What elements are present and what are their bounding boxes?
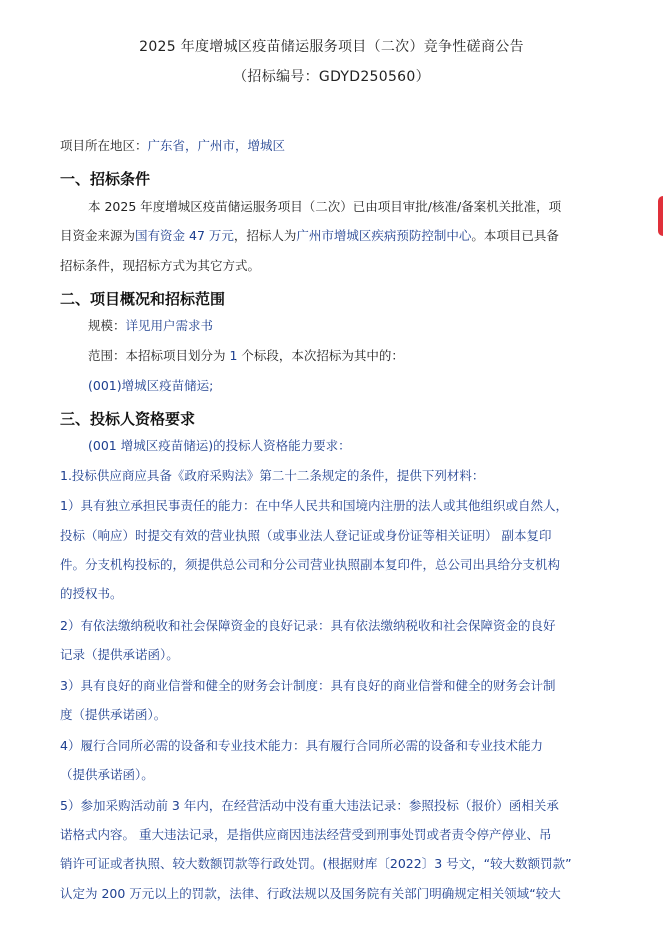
qualification-line: 销许可证或者执照、较大数额罚款等行政处罚。(根据财库〔2022〕3 号文，“较大数额罚款” xyxy=(60,856,572,871)
section-2-heading: 二、项目概况和招标范围 xyxy=(60,290,226,308)
lot-count: 1 xyxy=(229,348,238,363)
qualification-line: 1.投标供应商应具备《政府采购法》第二十二条规定的条件，提供下列材料： xyxy=(60,468,485,483)
section-3-heading: 三、投标人资格要求 xyxy=(60,410,196,428)
section-1-text: 本 2025 年度增城区疫苗储运服务项目（二次）已由项目审批/核准/备案机关批准，项 xyxy=(88,199,562,214)
range-line xyxy=(88,348,648,364)
qualification-line: （提供承诺函）。 xyxy=(60,767,154,782)
text-run: 。本项目已具备 xyxy=(471,228,559,243)
edge-marker-icon xyxy=(658,196,663,236)
scale-line xyxy=(88,318,648,334)
section-1-heading: 一、招标条件 xyxy=(60,170,151,188)
qualification-line: 3）具有良好的商业信誉和健全的财务会计制度：具有良好的商业信誉和健全的财务会计制 xyxy=(60,678,556,693)
qualification-line: 诺格式内容。 重大违法记录，是指供应商因违法经营受到刑事处罚或者责令停产停业、吊 xyxy=(60,827,552,842)
location-value: 广东省，广州市，增城区 xyxy=(147,138,286,153)
fund-amount: 国有资金 47 万元 xyxy=(135,228,234,243)
qualification-line: 的授权书。 xyxy=(60,586,123,601)
project-location xyxy=(60,138,620,154)
text-run: 目资金来源为 xyxy=(60,228,136,243)
qualification-line: 认定为 200 万元以上的罚款，法律、行政法规以及国务院有关部门明确规定相关领域“较大 xyxy=(60,886,561,901)
text-run: 个标段，本次招标为其中的： xyxy=(237,348,404,363)
qualification-line: 1）具有独立承担民事责任的能力：在中华人民共和国境内注册的法人或其他组织或自然人， xyxy=(60,498,568,513)
location-label: 项目所在地区： xyxy=(60,138,148,153)
scale-label: 规模： xyxy=(88,318,126,333)
qualification-line: 投标（响应）时提交有效的营业执照（或事业法人登记证或身份证等相关证明） 副本复印 xyxy=(60,528,552,543)
qualification-line: 件。分支机构投标的，须提供总公司和分公司营业执照副本复印件，总公司出具给分支机构 xyxy=(60,557,561,572)
lot-item: (001)增城区疫苗储运; xyxy=(88,378,214,393)
qualification-line: 记录（提供承诺函）。 xyxy=(60,647,179,662)
tenderer-name: 广州市增城区疾病预防控制中心 xyxy=(296,228,472,243)
section-1-text xyxy=(60,228,620,244)
qualification-line: 4）履行合同所必需的设备和专业技术能力：具有履行合同所必需的设备和专业技术能力 xyxy=(60,738,543,753)
scale-value: 详见用户需求书 xyxy=(125,318,214,333)
text-run: ，招标人为 xyxy=(233,228,297,243)
document-title: 2025 年度增城区疫苗储运服务项目（二次）竞争性磋商公告 xyxy=(139,39,524,55)
text-run: 范围：本招标项目划分为 xyxy=(88,348,230,363)
qualification-intro: (001 增城区疫苗储运)的投标人资格能力要求： xyxy=(88,438,351,453)
qualification-line: 5）参加采购活动前 3 年内，在经营活动中没有重大违法记录：参照投标（报价）函相关承 xyxy=(60,798,559,813)
section-1-text: 招标条件，现招标方式为其它方式。 xyxy=(60,258,261,273)
tender-number: （招标编号：GDYD250560） xyxy=(233,69,430,85)
qualification-line: 度（提供承诺函）。 xyxy=(60,707,167,722)
qualification-line: 2）有依法缴纳税收和社会保障资金的良好记录：具有依法缴纳税收和社会保障资金的良好 xyxy=(60,618,556,633)
